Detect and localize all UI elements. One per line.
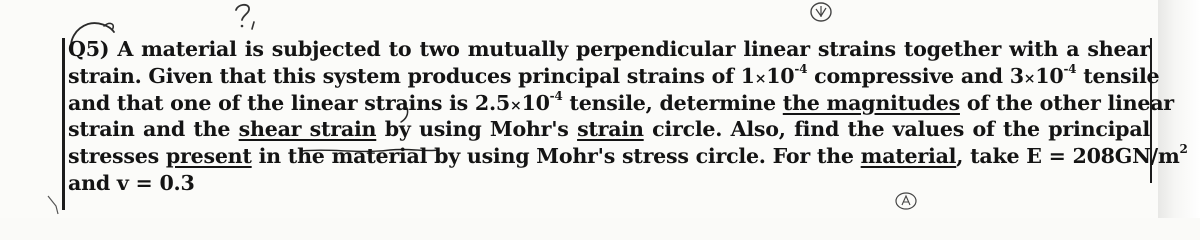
question-line-2 — [68, 61, 1160, 90]
times-symbol: × — [1023, 70, 1036, 87]
text-segment: 10 — [766, 63, 795, 88]
question-text — [68, 36, 1188, 197]
underlined-text: strain — [577, 117, 644, 142]
question-line-4 — [68, 116, 1150, 143]
text-segment: tensile, determine — [562, 90, 783, 115]
left-margin-tick-mark — [44, 192, 62, 216]
times-symbol: × — [754, 70, 767, 87]
handwritten-question-mark — [228, 2, 268, 32]
question-line-5 — [68, 142, 1188, 170]
text-segment: compressive and 3 — [807, 63, 1024, 88]
exponent: -4 — [549, 88, 563, 103]
text-segment: in the material by using Mohr's stress circle. For the — [251, 144, 861, 169]
text-segment: stresses — [68, 144, 166, 169]
text-segment: 10 — [1035, 63, 1064, 88]
underlined-text: shear strain — [238, 117, 377, 142]
exponent: 2 — [1179, 142, 1188, 157]
question-line-6-text: and v = 0.3 — [68, 170, 195, 195]
text-segment: strain and the — [68, 117, 239, 142]
underlined-text: the magnitudes — [782, 90, 960, 115]
exponent: -4 — [794, 61, 808, 76]
text-segment: circle. Also, find the values of the principal — [643, 117, 1150, 142]
handwritten-circled-mark-icon — [806, 0, 836, 26]
question-line-6 — [68, 170, 1150, 197]
text-segment: tensile — [1076, 63, 1160, 88]
question-line-1-text: Q5) A material is subjected to two mutually perpendicular linear strains together with a shear — [68, 37, 1150, 61]
text-segment: strain. Given that this system produces principal strains of 1 — [68, 63, 755, 88]
text-segment: , take E = 208GN/m — [956, 144, 1180, 169]
times-symbol: × — [510, 97, 522, 114]
text-segment: of the other linear — [959, 90, 1174, 115]
underlined-text: present — [165, 144, 252, 169]
question-line-3 — [68, 88, 1174, 117]
question-line-1 — [68, 36, 1150, 63]
underlined-text: material — [860, 144, 957, 169]
text-segment: 10 — [521, 90, 550, 115]
text-segment: and that one of the linear strains is 2.5 — [68, 90, 511, 115]
left-border-line — [62, 38, 65, 210]
text-segment: by using Mohr's — [376, 117, 578, 142]
exponent: -4 — [1063, 61, 1077, 76]
